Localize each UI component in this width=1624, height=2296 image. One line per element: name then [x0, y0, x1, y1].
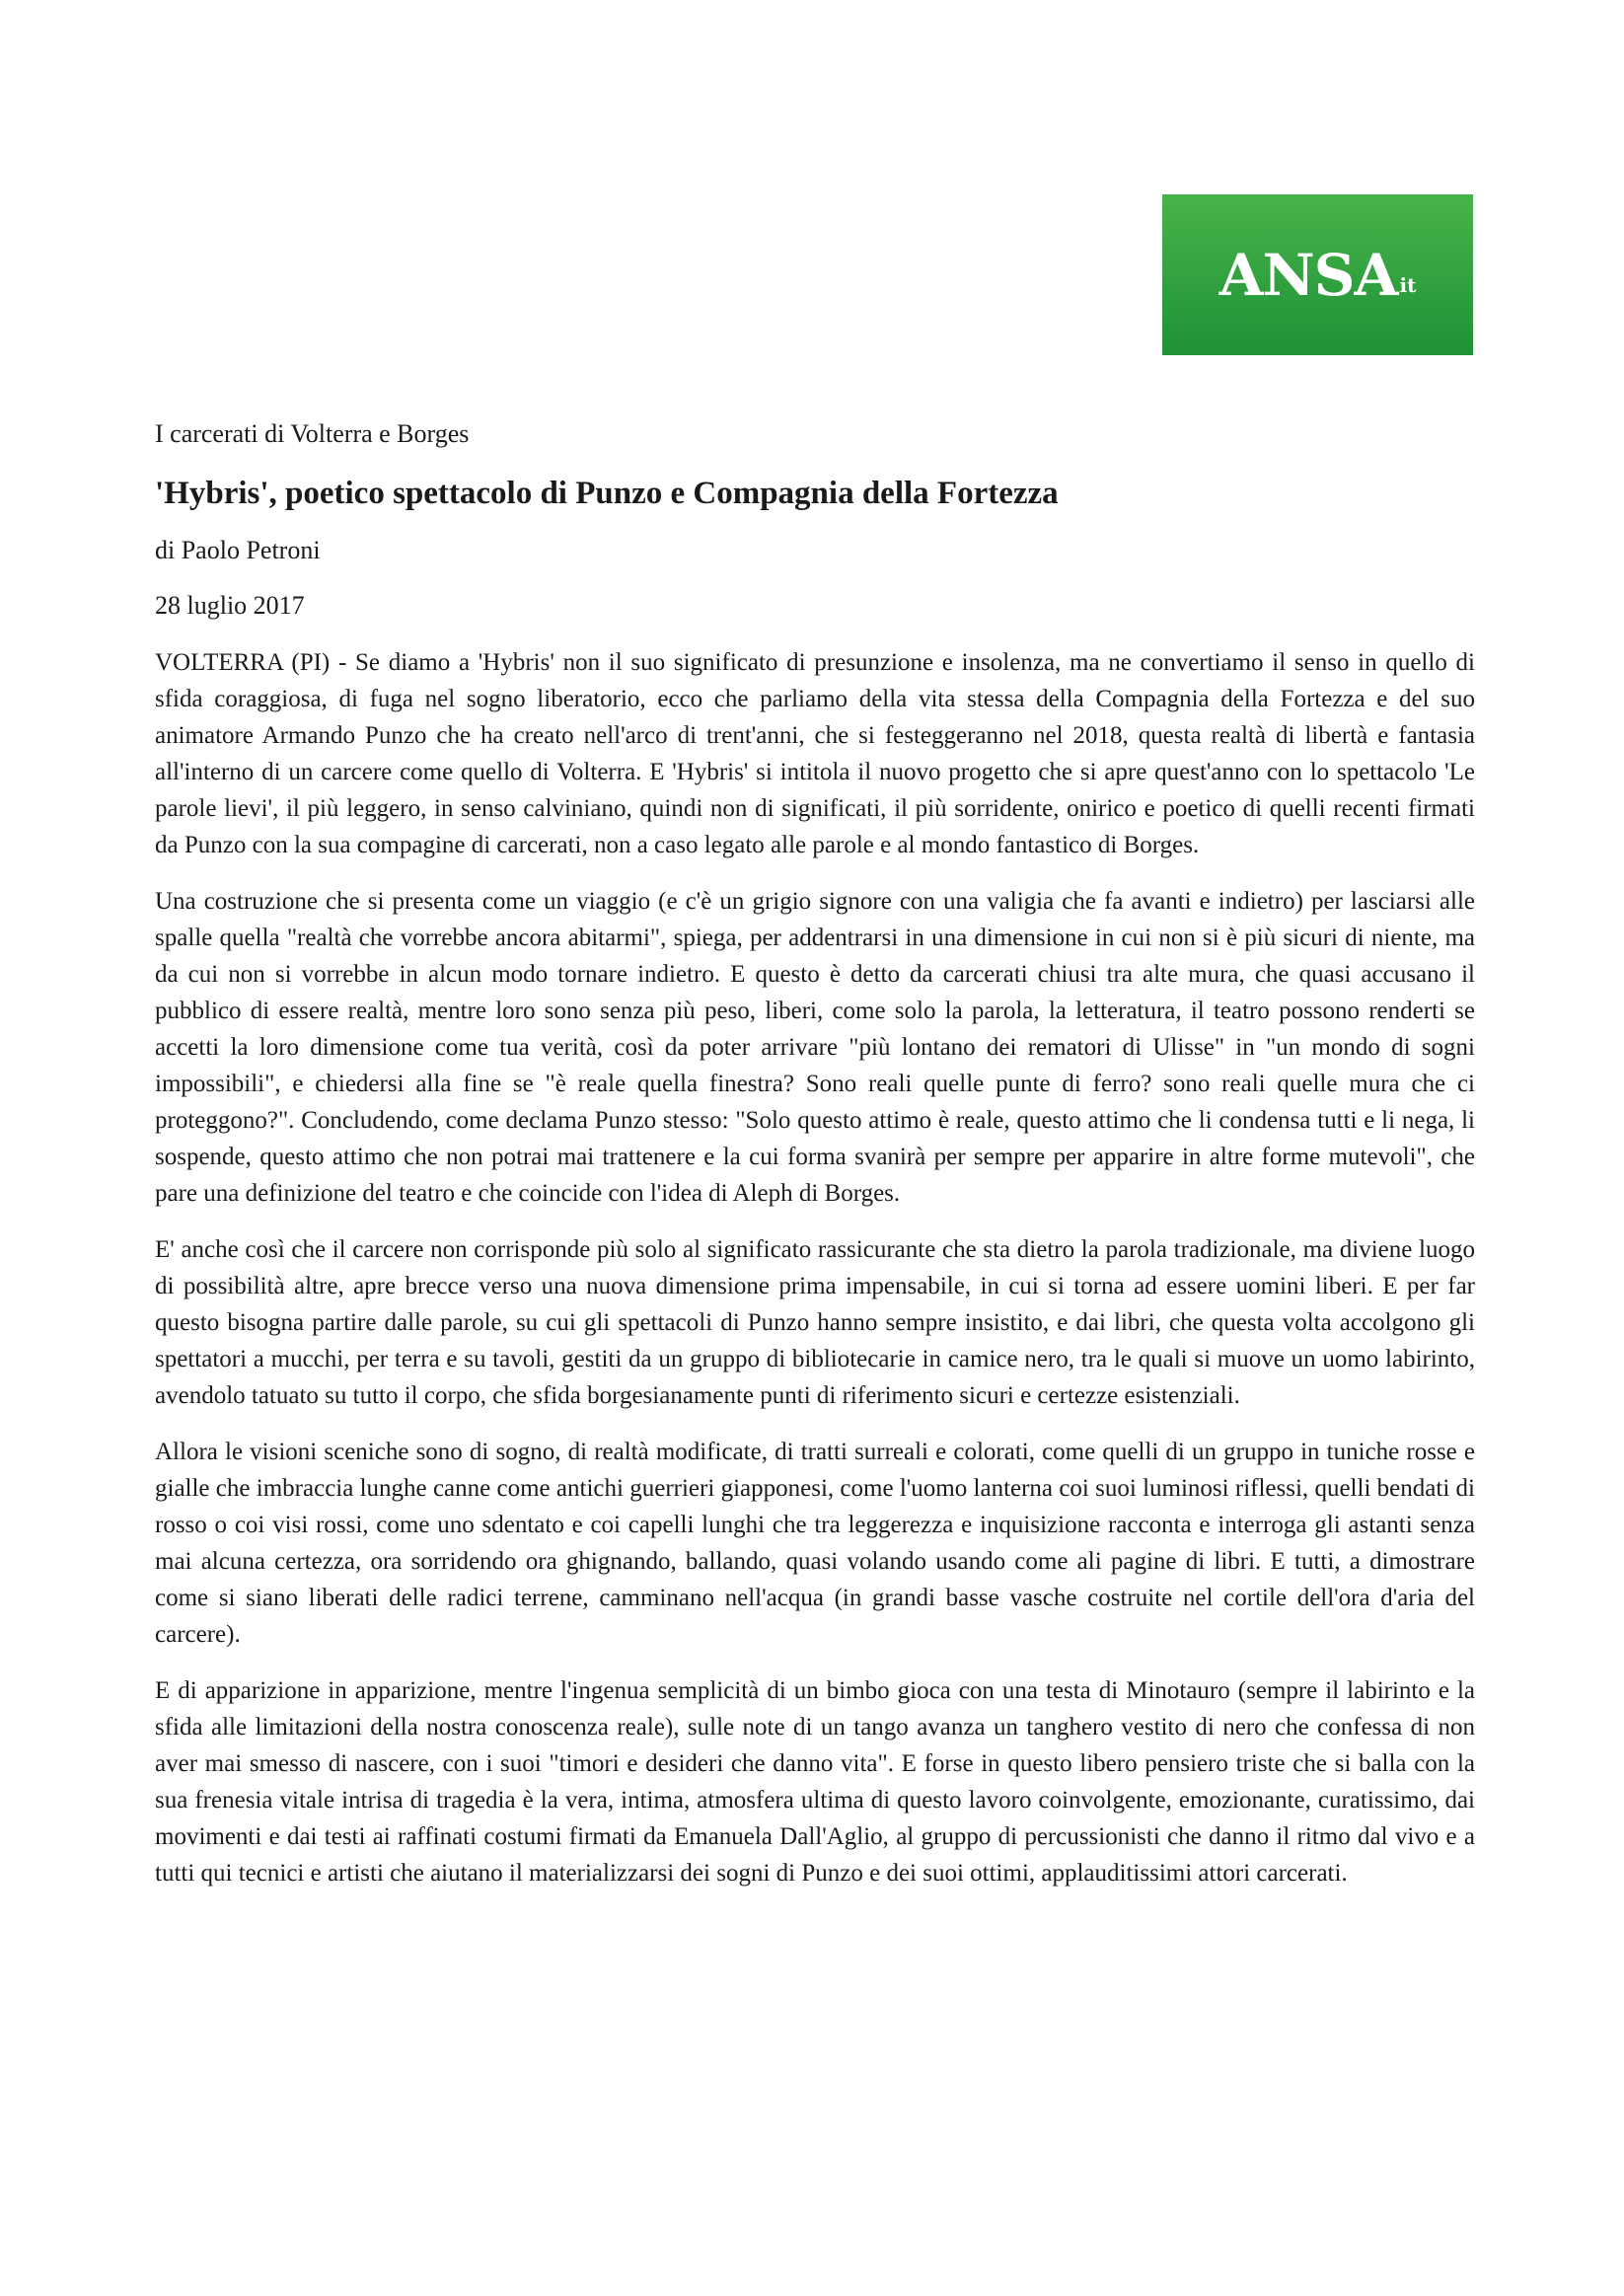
article-byline: di Paolo Petroni: [155, 535, 321, 564]
logo-brand: ANSA: [1218, 241, 1398, 309]
article-kicker: I carcerati di Volterra e Borges: [155, 419, 470, 448]
logo-suffix: it: [1399, 272, 1417, 297]
article-date: 28 luglio 2017: [155, 590, 305, 620]
article-paragraph: E' anche così che il carcere non corrisponde più solo al significato rassicurante che sta dietro la parola tradizionale, ma diviene luogo di possibilità altre, apre brecce verso una nuova dimensione prima impensabile, in cui si torna ad essere uomini liberi. E per far questo bisogna partire dalle parole, su cui gli spettacoli di Punzo hanno sempre insistito, e dai libri, che questa volta accolgono gli spettatori a mucchi, per terra e su tavoli, gestiti da un gruppo di bibliotecarie in camice nero, tra le quali si muove un uomo labirinto, avendolo tatuato su tutto il corpo, che sfida borgesianamente punti di riferimento sicuri e certezze esistenziali.: [155, 1235, 1475, 1409]
article-headline: 'Hybris', poetico spettacolo di Punzo e Compagnia della Fortezza: [155, 476, 1059, 511]
article-paragraph: VOLTERRA (PI) - Se diamo a 'Hybris' non il suo significato di presunzione e insolenza, ma ne convertiamo il senso in quello di sfida coraggiosa, di fuga nel sogno liberatorio, ecco che parliamo della vita stessa della Compagnia della Fortezza e del suo animatore Armando Punzo che ha creato nell'arco di trent'anni, che si festeggeranno nel 2018, questa realtà di libertà e fantasia all'interno di un carcere come quello di Volterra. E 'Hybris' si intitola il nuovo progetto che si apre quest'anno con lo spettacolo 'Le parole lievi', il più leggero, in senso calviniano, quindi non di significati, il più sorridente, onirico e poetico di quelli recenti firmati da Punzo con la sua compagine di carcerati, non a caso legato alle parole e al mondo fantastico di Borges.: [155, 648, 1475, 858]
article-paragraph: Una costruzione che si presenta come un viaggio (e c'è un grigio signore con una valigia che fa avanti e indietro) per lasciarsi alle spalle quella "realtà che vorrebbe ancora abitarmi", spiega, per addentrarsi in una dimensione in cui non si è più sicuri di niente, ma da cui non si vorrebbe in alcun modo tornare indietro. E questo è detto da carcerati chiusi tra alte mura, che quasi accusano il pubblico di essere realtà, mentre loro sono senza più peso, liberi, come solo la parola, la letteratura, il teatro possono renderti se accetti la loro dimensione come tua verità, così da poter arrivare "più lontano dei rematori di Ulisse" in "un mondo di sogni impossibili", e chiedersi alla fine se "è reale quella finestra? Sono reali quelle punte di ferro? sono reali quelle mura che ci proteggono?". Concludendo, come declama Punzo stesso: "Solo questo attimo è reale, questo attimo che li condensa tutti e li nega, li sospende, questo attimo che non potrai mai trattenere e la cui forma svanirà per sempre per apparire in altre forme mutevoli", che pare una definizione del teatro e che coincide con l'idea di Aleph di Borges.: [155, 887, 1475, 1207]
article-paragraph: E di apparizione in apparizione, mentre l'ingenua semplicità di un bimbo gioca con una testa di Minotauro (sempre il labirinto e la sfida alle limitazioni della nostra conoscenza reale), sulle note di un tango avanza un tanghero vestito di nero che confessa di non aver mai smesso di nascere, con i suoi "timori e desideri che danno vita". E forse in questo libero pensiero triste che si balla con la sua frenesia vitale intrisa di tragedia è la vera, intima, atmosfera ultima di questo lavoro coinvolgente, emozionante, curatissimo, dai movimenti e dai testi ai raffinati costumi firmati da Emanuela Dall'Aglio, al gruppo di percussionisti che danno il ritmo dal vivo e a tutti qui tecnici e artisti che aiutano il materializzarsi dei sogni di Punzo e dei suoi ottimi, applauditissimi attori carcerati.: [155, 1676, 1475, 1887]
article-paragraph: Allora le visioni sceniche sono di sogno, di realtà modificate, di tratti surreali e colorati, come quelli di un gruppo in tuniche rosse e gialle che imbraccia lunghe canne come antichi guerrieri giapponesi, come l'uomo lanterna coi suoi luminosi riflessi, quelli bendati di rosso o coi visi rossi, come uno sdentato e coi capelli lunghi che tra leggerezza e inquisizione racconta e interroga gli astanti senza mai alcuna certezza, ora sorridendo ora ghignando, ballando, quasi volando usando come ali pagine di libri. E tutti, a dimostrare come si siano liberati delle radici terrene, camminano nell'acqua (in grandi basse vasche costruite nel cortile dell'ora d'aria del carcere).: [155, 1438, 1475, 1648]
article: [155, 419, 1475, 1911]
ansa-logo: [1162, 194, 1473, 355]
